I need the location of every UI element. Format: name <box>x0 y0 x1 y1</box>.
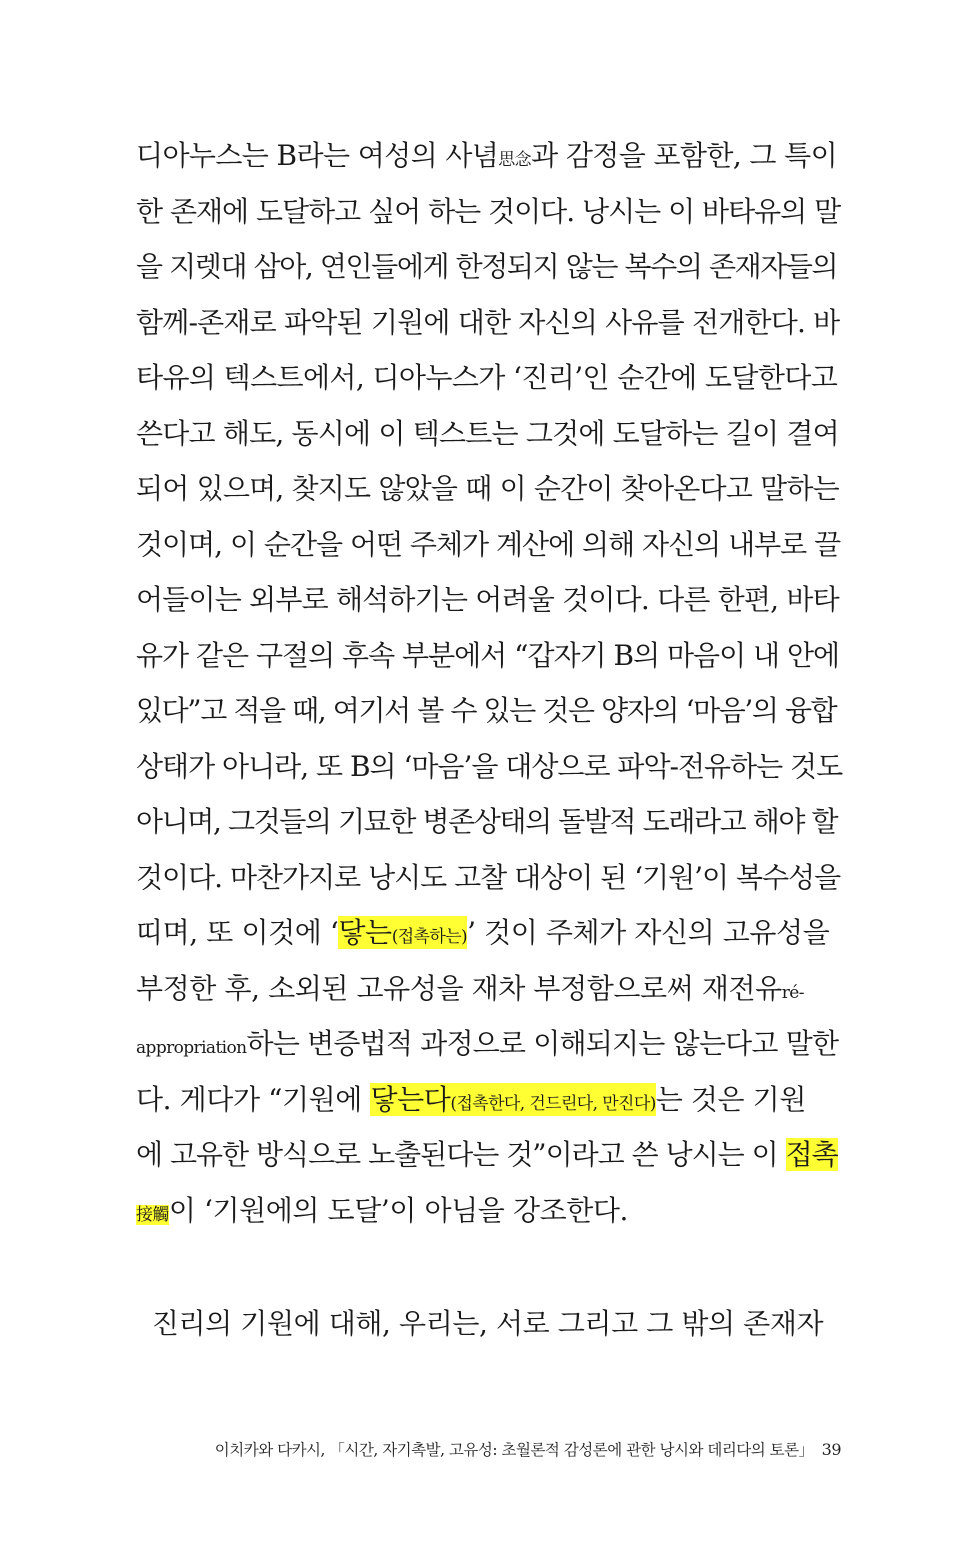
text-line <box>136 1072 842 1128</box>
highlighted-term: 닿는다(접촉한다, 건드린다, 만진다) <box>370 1082 656 1116</box>
text-segment: 아니며, 그것들의 기묘한 병존상태의 돌발적 도래라고 해야 할 <box>136 805 838 838</box>
text-segment: 한 존재에 도달하고 싶어 하는 것이다. 낭시는 이 바타유의 말 <box>136 194 841 228</box>
text-segment: 에 고유한 방식으로 노출된다는 것”이라고 쓴 낭시는 이 접촉 <box>136 1138 838 1171</box>
text-segment: 을 지렛대 삼아, 연인들에게 한정되지 않는 복수의 존재자들의 <box>136 250 838 283</box>
highlighted-term: 접촉 <box>785 1138 838 1171</box>
body-paragraph <box>136 128 842 1238</box>
text-line <box>136 628 842 684</box>
text-segment: 다. 게다가 “기원에 닿는다(접촉한다, 건드린다, 만진다)는 것은 기원 <box>136 1082 806 1116</box>
text-segment: 디아누스는 B라는 여성의 사념思念과 감정을 포함한, 그 특이 <box>136 139 838 172</box>
highlighted-term: 닿는(접촉하는) <box>338 916 468 949</box>
text-segment: 어들이는 외부로 해석하기는 어려울 것이다. 다른 한편, 바타 <box>136 583 839 616</box>
next-paragraph-line: 진리의 기원에 대해, 우리는, 서로 그리고 그 밖의 존재자 <box>151 1307 824 1340</box>
text-line <box>136 1183 842 1239</box>
foreign-gloss: appropriation <box>136 1038 247 1058</box>
text-segment: 유가 같은 구절의 후속 부분에서 “갑자기 B의 마음이 내 안에 <box>136 638 840 672</box>
text-segment: 함께-존재로 파악된 기원에 대한 자신의 사유를 전개한다. 바 <box>136 305 840 339</box>
text-line <box>136 794 842 850</box>
page-number: 39 <box>821 1440 841 1459</box>
running-title: 이치카와 다카시, 「시간, 자기촉발, 고유성: 초월론적 감성론에 관한 낭시와 데리다의 토론」 <box>214 1441 814 1459</box>
text-line <box>136 406 842 462</box>
text-segment: 되어 있으며, 찾지도 않았을 때 이 순간이 찾아온다고 말하는 <box>136 472 839 505</box>
text-line <box>136 517 842 573</box>
text-line <box>136 961 842 1017</box>
text-segment: 상태가 아니라, 또 B의 ‘마음’을 대상으로 파악-전유하는 것도 <box>136 749 843 783</box>
highlighted-hanja: 接觸 <box>136 1204 169 1225</box>
text-line <box>136 739 842 795</box>
text-segment: 接觸이 ‘기원에의 도달’이 아님을 강조한다. <box>136 1193 629 1227</box>
text-line <box>136 1127 842 1183</box>
hanja-gloss: 思念 <box>498 150 532 170</box>
text-line <box>136 461 842 517</box>
text-line <box>136 1016 842 1072</box>
text-segment: 부정한 후, 소외된 고유성을 재차 부정함으로써 재전유ré- <box>136 971 804 1005</box>
text-line <box>136 905 842 961</box>
text-line <box>136 683 842 739</box>
text-segment: 있다”고 적을 때, 여기서 볼 수 있는 것은 양자의 ‘마음’의 융합 <box>136 694 837 727</box>
text-line <box>136 350 842 406</box>
text-segment: 것이며, 이 순간을 어떤 주체가 계산에 의해 자신의 내부로 끌 <box>136 527 841 561</box>
text-line <box>136 184 842 240</box>
text-line <box>136 128 842 184</box>
text-segment: 타유의 텍스트에서, 디아누스가 ‘진리’인 순간에 도달한다고 <box>136 361 838 394</box>
text-line <box>136 850 842 906</box>
text-line <box>136 239 842 295</box>
running-footer <box>215 1438 841 1460</box>
text-segment: 것이다. 마찬가지로 낭시도 고찰 대상이 된 ‘기원’이 복수성을 <box>136 860 841 894</box>
text-line <box>136 572 842 628</box>
text-line <box>136 295 842 351</box>
foreign-gloss: ré- <box>781 982 804 1003</box>
text-segment: appropriation하는 변증법적 과정으로 이해되지는 않는다고 말한 <box>136 1027 839 1060</box>
text-segment: 쓴다고 해도, 동시에 이 텍스트는 그것에 도달하는 길이 결여 <box>136 416 839 450</box>
text-segment: 띠며, 또 이것에 ‘닿는(접촉하는)’ 것이 주체가 자신의 고유성을 <box>136 916 830 949</box>
